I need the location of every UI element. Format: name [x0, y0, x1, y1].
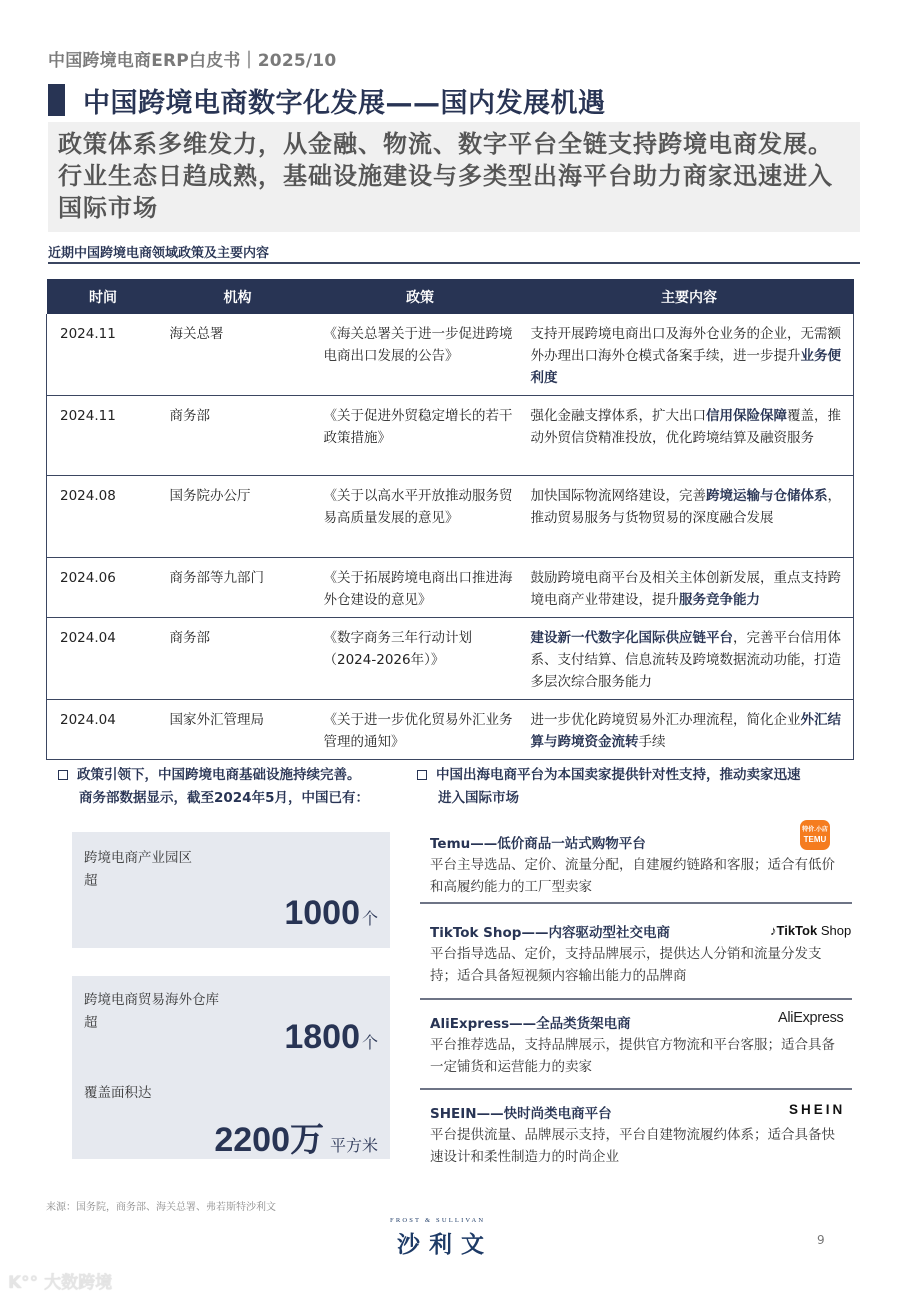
platform-description: 平台提供流量、品牌展示支持，平台自建物流履约体系；适合具备快速设计和柔性制造力的时尚企业: [430, 1127, 835, 1165]
content-highlight: 服务竞争能力: [679, 592, 760, 608]
cell-date: 2024.11: [47, 314, 160, 396]
table-row: [47, 618, 854, 700]
cell-org: 国务院办公厅: [160, 476, 316, 558]
cell-date: 2024.04: [47, 618, 160, 700]
content-text: ，完善平台信用体系、支付结算、信息流转及跨境数据流动功能，打造多层次综合服务能力: [530, 630, 841, 690]
stat-unit: 平方米: [329, 1136, 378, 1155]
bullet-text: 政策引领下，中国跨境电商基础设施持续完善。: [77, 767, 361, 783]
table-row: [47, 476, 854, 558]
watermark-logo: K°° 大数跨境: [8, 1273, 113, 1293]
stat-unit: 个: [361, 1033, 378, 1052]
bullet-text: 中国出海电商平台为本国卖家提供针对性支持，推动卖家迅速: [436, 767, 801, 783]
policy-table: [46, 279, 854, 760]
table-row: [47, 314, 854, 396]
table-header-row: [47, 279, 854, 314]
temu-logo-icon: [800, 820, 830, 850]
stat-number-suffix: 万: [289, 1120, 324, 1160]
content-highlight: 业务便利度: [530, 348, 841, 386]
stat-number: 1000: [284, 894, 360, 932]
content-text: 覆盖，推动外贸信贷精准投放，优化跨境结算及融资服务: [530, 408, 841, 446]
table-row: [47, 396, 854, 476]
cell-date: 2024.11: [47, 396, 160, 476]
column-header-org: 机构: [160, 279, 316, 314]
content-text: 进一步优化跨境贸易外汇办理流程，简化企业: [530, 712, 801, 728]
column-header-policy: 政策: [316, 279, 525, 314]
stat-card-overseas-warehouses: [72, 976, 390, 1159]
content-highlight: 信用保险保障: [706, 408, 787, 424]
table-row: [47, 558, 854, 618]
aliexpress-logo-icon: AliExpress: [778, 1010, 844, 1026]
content-text: 加快国际物流网络建设，完善: [530, 488, 706, 504]
table-row: [47, 700, 854, 760]
cell-org: 商务部: [160, 618, 316, 700]
cell-org: 海关总署: [160, 314, 316, 396]
table-caption: 近期中国跨境电商领域政策及主要内容: [48, 246, 270, 261]
checkbox-bullet-icon: [58, 770, 68, 780]
report-header-tag: 中国跨境电商ERP白皮书｜2025/10: [48, 51, 337, 71]
platform-divider: [420, 1088, 852, 1090]
cell-content: [525, 396, 854, 476]
cell-policy: 《关于以高水平开放推动服务贸易高质量发展的意见》: [316, 476, 525, 558]
stat-label: 跨境电商产业园区: [84, 850, 192, 866]
title-accent-bar: [48, 84, 65, 116]
platform-title: SHEIN——快时尚类电商平台: [430, 1106, 612, 1122]
summary-text: 政策体系多维发力，从金融、物流、数字平台全链支持跨境电商发展。行业生态日趋成熟，基础设施建设与多类型出海平台助力商家迅速进入国际市场: [58, 130, 833, 222]
platforms-bullet: [417, 764, 857, 810]
cell-date: 2024.06: [47, 558, 160, 618]
stat-prefix: 超: [84, 873, 98, 889]
stat-label: 跨境电商贸易海外仓库: [84, 992, 219, 1008]
stat-number: 1800: [284, 1018, 360, 1056]
platform-title: Temu——低价商品一站式购物平台: [430, 836, 646, 852]
platform-description: 平台主导选品、定价、流量分配，自建履约链路和客服；适合有低价和高履约能力的工厂型卖家: [430, 857, 835, 895]
content-highlight: 跨境运输与仓储体系: [706, 488, 828, 504]
platform-title: AliExpress——全品类货架电商: [430, 1016, 631, 1032]
shein-logo-icon: SHEIN: [789, 1102, 846, 1117]
content-text: 支持开展跨境电商出口及海外仓业务的企业，无需额外办理出口海外仓模式备案手续，进一步提升: [530, 326, 841, 364]
bullet-text: 商务部数据显示，截至2024年5月，中国已有：: [79, 790, 369, 806]
page-title-row: [48, 82, 606, 118]
cell-content: [525, 700, 854, 760]
stat-number: 2200: [214, 1121, 290, 1159]
stat-label: 覆盖面积达: [84, 1085, 152, 1101]
page-title: 中国跨境电商数字化发展——国内发展机遇: [83, 87, 606, 119]
content-text: 手续: [638, 734, 666, 750]
cell-policy: 《关于促进外贸稳定增长的若干政策措施》: [316, 396, 525, 476]
platform-divider: [420, 902, 852, 904]
stat-prefix: 超: [84, 1015, 98, 1031]
cell-policy: 《海关总署关于进一步促进跨境电商出口发展的公告》: [316, 314, 525, 396]
infrastructure-bullet: [58, 764, 398, 810]
tiktok-logo-text: TikTok: [776, 923, 818, 938]
summary-box: [48, 122, 860, 232]
caption-divider: [48, 262, 860, 264]
content-highlight: 建设新一代数字化国际供应链平台: [530, 630, 733, 646]
cell-org: 商务部等九部门: [160, 558, 316, 618]
cell-policy: 《关于进一步优化贸易外汇业务管理的通知》: [316, 700, 525, 760]
bullet-text: 进入国际市场: [438, 790, 519, 806]
frost-sullivan-logo-en: FROST & SULLIVAN: [390, 1217, 486, 1224]
tiktok-note-icon: ♪: [770, 923, 777, 938]
stat-value: [284, 894, 378, 933]
platform-description: 平台指导选品、定价，支持品牌展示，提供达人分销和流量分发支持；适合具备短视频内容输出能力的品牌商: [430, 946, 822, 984]
cell-content: [525, 476, 854, 558]
cell-org: 商务部: [160, 396, 316, 476]
content-highlight: 外汇结算与跨境资金流转: [530, 712, 841, 750]
stat-card-industrial-parks: [72, 832, 390, 948]
content-text: 鼓励跨境电商平台及相关主体创新发展，重点支持跨境电商产业带建设，提升: [530, 570, 841, 608]
cell-policy: 《数字商务三年行动计划（2024-2026年）》: [316, 618, 525, 700]
stat-value-area: [214, 1112, 378, 1161]
cell-org: 国家外汇管理局: [160, 700, 316, 760]
content-text: 强化金融支撑体系，扩大出口: [530, 408, 706, 424]
temu-logo-top-text: 特价.小店: [802, 827, 828, 833]
column-header-date: 时间: [47, 279, 160, 314]
frost-sullivan-logo-cn: 沙利文: [397, 1232, 493, 1258]
tiktok-logo-shop-text: Shop: [817, 923, 852, 938]
stat-value: [284, 1018, 378, 1057]
stat-unit: 个: [361, 909, 378, 928]
tiktok-shop-logo-icon: [770, 923, 851, 938]
cell-date: 2024.04: [47, 700, 160, 760]
cell-policy: 《关于拓展跨境电商出口推进海外仓建设的意见》: [316, 558, 525, 618]
column-header-content: 主要内容: [525, 279, 854, 314]
platform-divider: [420, 998, 852, 1000]
content-text: ，推动贸易服务与货物贸易的深度融合发展: [530, 488, 841, 526]
temu-logo-text: TEMU: [803, 835, 827, 844]
page-number: 9: [817, 1233, 825, 1247]
cell-date: 2024.08: [47, 476, 160, 558]
cell-content: [525, 618, 854, 700]
platform-description: 平台推荐选品，支持品牌展示，提供官方物流和平台客服；适合具备一定铺货和运营能力的卖家: [430, 1037, 835, 1075]
cell-content: [525, 314, 854, 396]
checkbox-bullet-icon: [417, 770, 427, 780]
source-note: 来源：国务院，商务部、海关总署、弗若斯特沙利文: [46, 1202, 276, 1213]
platform-title: TikTok Shop——内容驱动型社交电商: [430, 925, 670, 941]
cell-content: [525, 558, 854, 618]
